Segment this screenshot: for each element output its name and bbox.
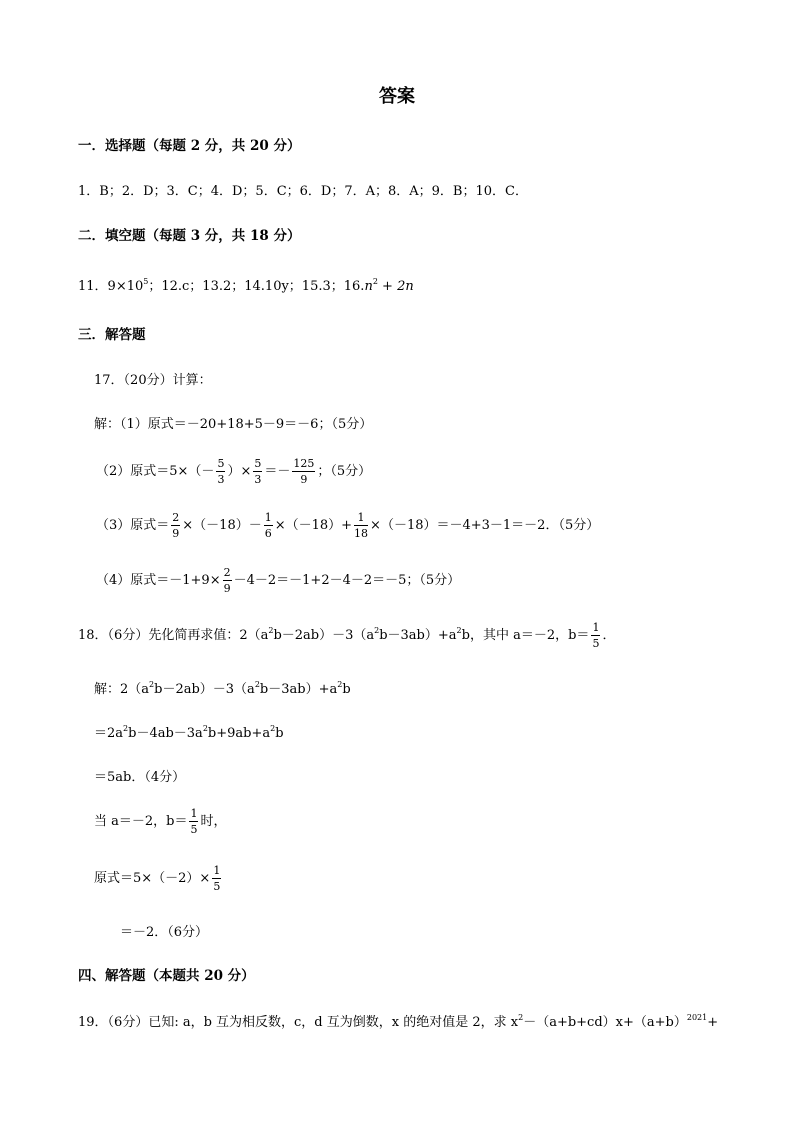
text: +: [707, 1015, 719, 1030]
fraction: [216, 458, 225, 485]
numerator: 5: [217, 457, 225, 470]
text: 19．（6分）已知: a，b 互为相反数，c，d 互为倒数，x 的绝对值是 2，求 x: [78, 1015, 519, 1030]
q17-stem: 17．（20分）计算：: [94, 373, 212, 388]
denominator: 3: [254, 473, 262, 486]
text: ＝2a: [94, 726, 124, 741]
denominator: 9: [223, 582, 231, 595]
fraction: [354, 512, 368, 539]
exponent: 2: [270, 724, 276, 733]
q19-stem: [78, 1013, 719, 1030]
exponent: 2: [518, 1013, 524, 1022]
text: （2）原式＝5×（－: [96, 464, 215, 479]
q17-step-1: 解：（1）原式＝－20+18+5－9＝－6；（5分）: [94, 417, 373, 432]
denominator: 9: [300, 473, 308, 486]
text: b+9ab+a: [207, 726, 271, 741]
text: ×（－18）+: [274, 518, 353, 533]
answers-12-16: ；12.c；13.2；14.10y；15.3；16.: [148, 279, 365, 294]
text: （4）原式＝－1+9×: [96, 573, 221, 588]
text: （3）原式＝: [96, 518, 170, 533]
text: ）×: [227, 464, 252, 479]
exponent: 2021: [686, 1013, 708, 1022]
text: ＝－: [264, 464, 291, 479]
exponent: 2: [202, 724, 208, 733]
answer-11: 11．9×10: [78, 279, 144, 294]
text: －4－2＝－1+2－4－2＝－5；（5分）: [233, 573, 461, 588]
q17-step-2: [96, 458, 371, 485]
answer-16-n: n: [364, 279, 373, 294]
text: ．: [602, 628, 616, 643]
text: 当 a＝－2，b＝: [94, 814, 188, 829]
section-2-answers: [78, 277, 414, 294]
q17-step-4: [96, 567, 460, 594]
exponent: 2: [254, 680, 260, 689]
q17-step-3: [96, 512, 599, 539]
denominator: 9: [172, 527, 180, 540]
text: 解：2（a: [94, 682, 150, 697]
numerator: 1: [354, 512, 368, 526]
text: b－3ab）+a: [259, 682, 338, 697]
q18-line-1: [94, 680, 351, 697]
text: ×（－18）－: [182, 518, 262, 533]
numerator: 5: [254, 457, 262, 470]
fraction: [223, 567, 232, 594]
text: 原式＝5×（－2）×: [94, 871, 211, 886]
q18-line-4: [94, 808, 227, 835]
denominator: 5: [190, 823, 198, 836]
numerator: 2: [223, 566, 231, 579]
numerator: 125: [293, 457, 315, 470]
exponent: 2: [374, 626, 380, 635]
text: 18．（6分）先化简再求值：2（a: [78, 628, 269, 643]
text: 时，: [200, 814, 227, 829]
answer-16-tail: + 2n: [377, 279, 414, 294]
q18-stem: [78, 622, 615, 649]
section-2-heading: 二．填空题（每题 3 分，共 18 分）: [78, 228, 301, 244]
fraction: [253, 458, 262, 485]
text: b－4ab－3a: [128, 726, 203, 741]
text: b: [342, 682, 351, 697]
denominator: 5: [592, 637, 600, 650]
text: ×（－18）＝－4+3－1＝－2．（5分）: [370, 518, 600, 533]
text: b，其中 a＝－2，b＝: [461, 628, 590, 643]
q18-line-5: [94, 865, 223, 892]
text: b－2ab）－3（a: [273, 628, 375, 643]
section-4-heading: 四、解答题（本题共 20 分）: [78, 968, 255, 984]
exponent: 2: [337, 680, 343, 689]
denominator: 5: [213, 880, 221, 893]
exponent: 2: [456, 626, 462, 635]
exponent: 2: [268, 626, 274, 635]
numerator: 1: [190, 807, 198, 820]
fraction: [212, 865, 221, 892]
numerator: 2: [172, 511, 180, 524]
exponent: 2: [149, 680, 155, 689]
q18-line-6: ＝－2．（6分）: [120, 925, 209, 940]
denominator: 3: [217, 473, 225, 486]
fraction: [591, 622, 600, 649]
section-3-heading: 三．解答题: [78, 327, 146, 343]
exponent: 2: [372, 277, 378, 286]
text: －（a+b+cd）x+（a+b）: [523, 1015, 687, 1030]
fraction: [292, 458, 315, 485]
numerator: 1: [213, 864, 221, 877]
q18-line-2: [94, 724, 284, 741]
numerator: 1: [264, 511, 272, 524]
page-title: 答案: [379, 86, 415, 107]
fraction: [171, 512, 180, 539]
denominator: 18: [354, 527, 369, 540]
fraction: [189, 808, 198, 835]
exponent: 2: [123, 724, 129, 733]
text: b－2ab）－3（a: [154, 682, 255, 697]
q18-line-3: ＝5ab．（4分）: [94, 770, 186, 785]
exponent: 5: [143, 277, 149, 286]
section-1-answers: 1．B；2．D；3．C；4．D；5．C；6．D；7．A；8．A；9．B；10．C．: [78, 184, 528, 199]
text: ；（5分）: [317, 464, 372, 479]
fraction: [264, 512, 273, 539]
section-1-heading: 一．选择题（每题 2 分，共 20 分）: [78, 138, 301, 154]
text: b－3ab）+a: [379, 628, 457, 643]
text: b: [275, 726, 284, 741]
numerator: 1: [592, 621, 600, 634]
denominator: 6: [264, 527, 272, 540]
